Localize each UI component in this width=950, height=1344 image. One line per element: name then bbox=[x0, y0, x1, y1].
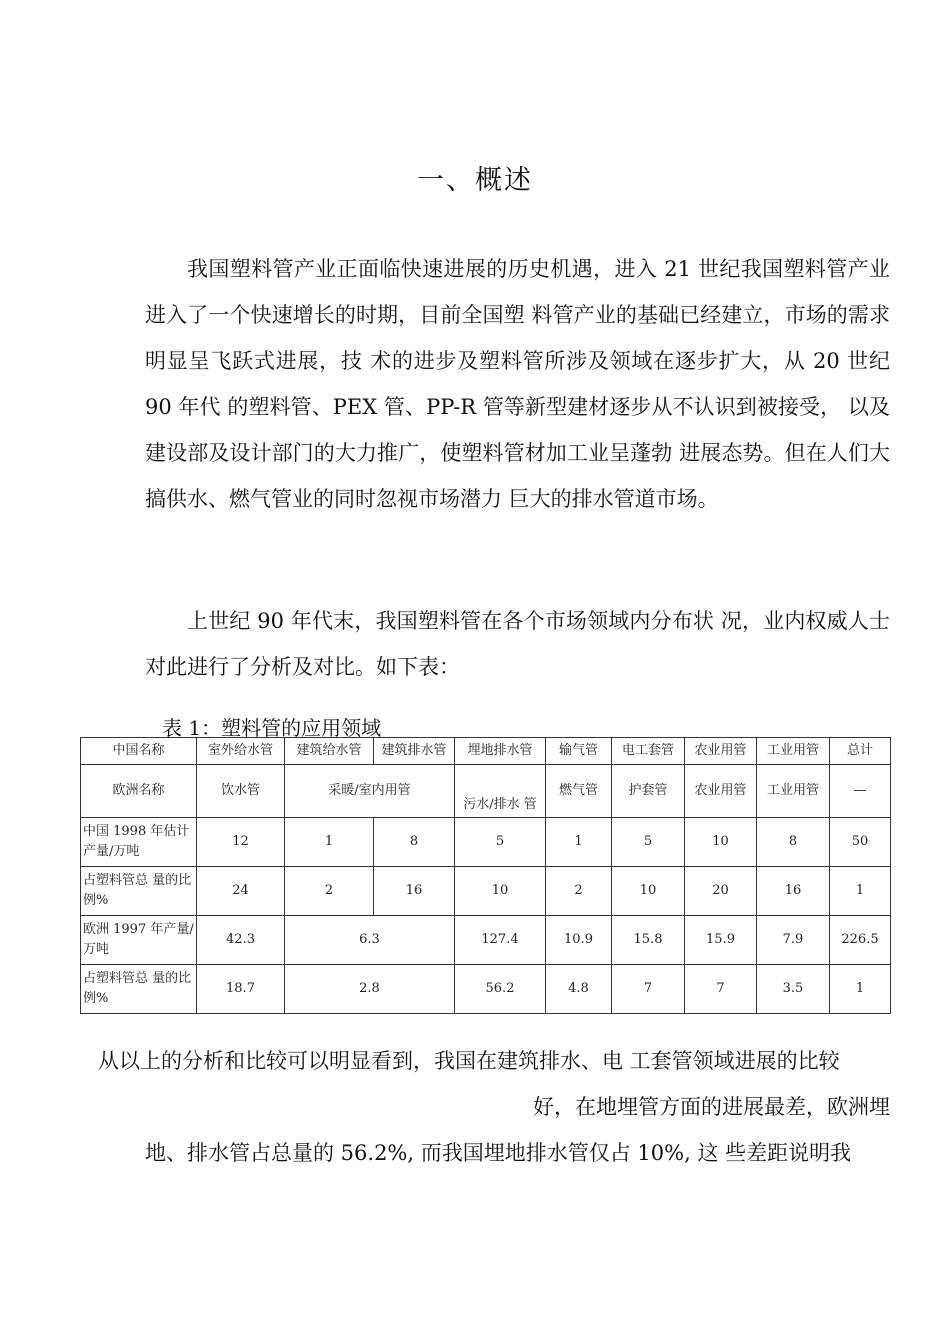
row-label: 欧洲名称 bbox=[81, 765, 197, 818]
table-row bbox=[81, 818, 891, 867]
table-cell: 污水/排水 管 bbox=[455, 765, 546, 818]
table-cell: 5 bbox=[455, 818, 546, 867]
table-cell: 饮水管 bbox=[197, 765, 285, 818]
header-cell: 室外给水管 bbox=[197, 738, 285, 765]
table-cell: 7.9 bbox=[757, 916, 830, 965]
header-cell: 输气管 bbox=[546, 738, 612, 765]
table-row bbox=[81, 765, 891, 818]
table-cell: 127.4 bbox=[455, 916, 546, 965]
conclusion-line-3: 地、排水管占总量的 56.2%, 而我国埋地排水管仅占 10%, 这 些差距说明我 bbox=[145, 1141, 852, 1165]
header-cell: 电工套管 bbox=[612, 738, 685, 765]
table-cell: 工业用管 bbox=[757, 765, 830, 818]
analysis-paragraph: 上世纪 90 年代末，我国塑料管在各个市场领域内分布状 况，业内权威人士对此进行了分析及对比。如下表： bbox=[145, 609, 890, 679]
table-cell: 18.7 bbox=[197, 965, 285, 1014]
table-cell: 2 bbox=[285, 867, 374, 916]
table-cell: 8 bbox=[374, 818, 455, 867]
table-cell: 1 bbox=[830, 867, 891, 916]
table-cell: 12 bbox=[197, 818, 285, 867]
row-label: 中国 1998 年估计产量/万吨 bbox=[81, 818, 197, 867]
table-cell: 2 bbox=[546, 867, 612, 916]
table-cell: 24 bbox=[197, 867, 285, 916]
row-label: 占塑料管总 量的比例% bbox=[81, 867, 197, 916]
intro-paragraph: 我国塑料管产业正面临快速进展的历史机遇，进入 21 世纪我国塑料管产业进入了一个快速增长的时期，目前全国塑 料管产业的基础已经建立，市场的需求明显呈飞跃式进展，技 术的进步及塑料管所涉及领域在逐步扩大，从 20 世纪 90 年代 的塑料管、PEX 管、PP-R 管等新型建材逐步从不认识到被接受， 以及建设部及设计部门的大力推广，使塑料管材加工业呈蓬勃 进展态势。但在人们大搞供水、燃气管业的同时忽视市场潜力 巨大的排水管道市场。 bbox=[145, 257, 890, 511]
section-heading: 一、概述 bbox=[417, 165, 533, 196]
header-cell: 建筑给水管 bbox=[285, 738, 374, 765]
table-cell: 16 bbox=[374, 867, 455, 916]
table-cell: 2.8 bbox=[285, 965, 455, 1014]
row-label: 欧洲 1997 年产量/万吨 bbox=[81, 916, 197, 965]
header-cell: 埋地排水管 bbox=[455, 738, 546, 765]
table-cell: 16 bbox=[757, 867, 830, 916]
table-cell: 农业用管 bbox=[685, 765, 757, 818]
table-cell: 1 bbox=[546, 818, 612, 867]
conclusion-line-2: 好，在地埋管方面的进展最差，欧洲埋 bbox=[533, 1095, 890, 1119]
table-row bbox=[81, 738, 891, 765]
table-cell: 护套管 bbox=[612, 765, 685, 818]
table-cell: 50 bbox=[830, 818, 891, 867]
table-cell: 15.8 bbox=[612, 916, 685, 965]
table-row bbox=[81, 867, 891, 916]
pipe-application-table bbox=[80, 737, 891, 1014]
table-cell: 20 bbox=[685, 867, 757, 916]
table-cell: 10 bbox=[612, 867, 685, 916]
table-cell: 10 bbox=[455, 867, 546, 916]
table-cell: 10.9 bbox=[546, 916, 612, 965]
table-cell: 10 bbox=[685, 818, 757, 867]
table-cell: 8 bbox=[757, 818, 830, 867]
conclusion-line-1: 从以上的分析和比较可以明显看到，我国在建筑排水、电 工套管领域进展的比较 bbox=[98, 1049, 840, 1073]
table-cell: 1 bbox=[830, 965, 891, 1014]
header-cell: 农业用管 bbox=[685, 738, 757, 765]
table-cell: 3.5 bbox=[757, 965, 830, 1014]
table-caption: 表 1：塑料管的应用领域 bbox=[162, 716, 382, 740]
row-label: 占塑料管总 量的比例% bbox=[81, 965, 197, 1014]
header-cell: 工业用管 bbox=[757, 738, 830, 765]
table-cell: 4.8 bbox=[546, 965, 612, 1014]
table-row bbox=[81, 916, 891, 965]
table-row bbox=[81, 965, 891, 1014]
table-cell: 采暖/室内用管 bbox=[285, 765, 455, 818]
table-cell: 燃气管 bbox=[546, 765, 612, 818]
table-cell: 7 bbox=[612, 965, 685, 1014]
table-cell: 56.2 bbox=[455, 965, 546, 1014]
table-cell: — bbox=[830, 765, 891, 818]
table-cell: 1 bbox=[285, 818, 374, 867]
table-cell: 7 bbox=[685, 965, 757, 1014]
header-cell: 中国名称 bbox=[81, 738, 197, 765]
table-cell: 5 bbox=[612, 818, 685, 867]
header-cell: 总计 bbox=[830, 738, 891, 765]
table-cell: 42.3 bbox=[197, 916, 285, 965]
header-cell: 建筑排水管 bbox=[374, 738, 455, 765]
table-cell: 6.3 bbox=[285, 916, 455, 965]
table-cell: 15.9 bbox=[685, 916, 757, 965]
table-cell: 226.5 bbox=[830, 916, 891, 965]
